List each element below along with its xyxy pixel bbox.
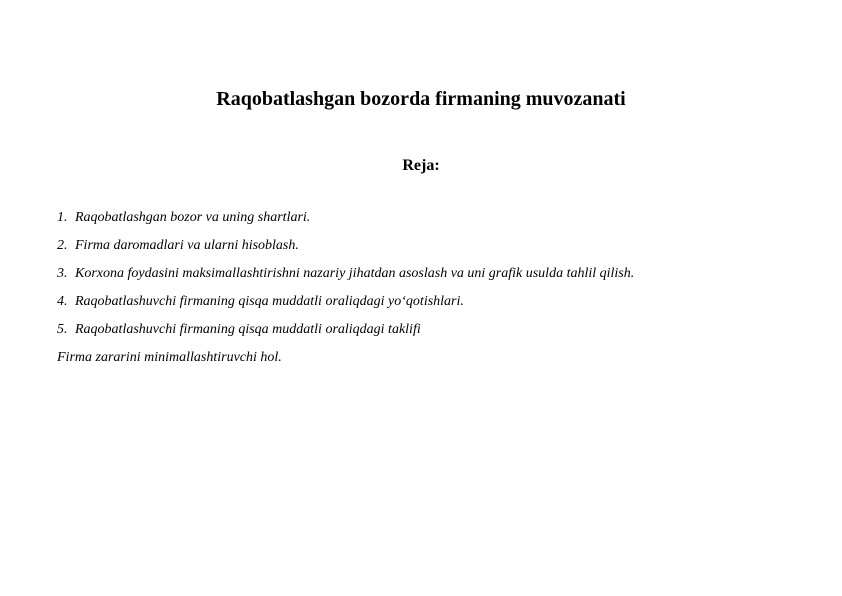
list-item-number: 4. (57, 294, 68, 309)
list-item (57, 319, 827, 347)
list-item (57, 263, 827, 291)
list-item-text: Korxona foydasini maksimallashtirishni nazariy jihatdan asoslash va uni grafik usulda tahlil qilish. (75, 266, 635, 281)
list-item-number: 2. (57, 238, 68, 253)
list-item-number: 5. (57, 322, 68, 337)
list-item-text: Raqobatlashgan bozor va uning shartlari. (75, 210, 311, 225)
list-item-text: Raqobatlashuvchi firmaning qisqa muddatli oraliqdagi taklifi (75, 322, 421, 337)
page-title: Raqobatlashgan bozorda firmaning muvozanati (216, 88, 626, 110)
continuation-line: Firma zararini minimallashtiruvchi hol. (57, 350, 282, 365)
list-item (57, 207, 827, 235)
list-item (57, 291, 827, 319)
list-item-text: Firma daromadlari va ularni hisoblash. (75, 238, 299, 253)
list-item-number: 3. (57, 266, 68, 281)
list-item-text: Raqobatlashuvchi firmaning qisqa muddatli oraliqdagi yo‘qotishlari. (75, 294, 464, 309)
plan-list (57, 207, 827, 347)
list-item (57, 235, 827, 263)
plan-heading: Reja: (402, 157, 440, 174)
list-item-number: 1. (57, 210, 68, 225)
